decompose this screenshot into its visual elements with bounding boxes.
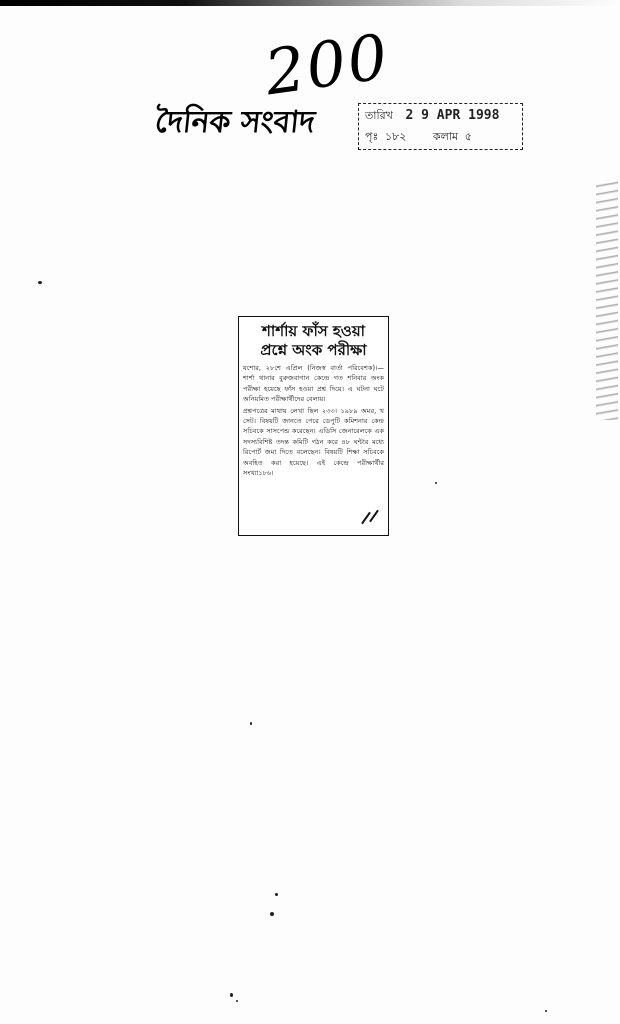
clipping-paragraph-1: যশোর, ২৮শে এপ্রিল (নিজস্ব বার্তা পরিবেশক)।— শার্শা থানার বুরুজবাগান কেন্দ্রে গত শনিবার অংক পরীক্ষা হয়েছে ফাঁস হওয়া প্রশ্ন দিয়ে। এ ঘটনা ঘটে অনিয়মিত পরীক্ষার্থীদের বেলায়। [243, 364, 384, 404]
newspaper-masthead: দৈনিক সংবাদ [153, 105, 317, 140]
headline-line-2: প্রশ্নে অংক পরীক্ষা [260, 341, 367, 359]
handwritten-archive-number: 200 [260, 19, 394, 110]
archive-stamp [358, 103, 523, 150]
clipping-headline [243, 322, 384, 360]
scan-speck [236, 1000, 238, 1002]
scan-speck [545, 1010, 547, 1012]
pen-slash-mark [361, 512, 371, 525]
stamp-page-label: পৃঃ [365, 130, 379, 143]
scan-edge-noise [596, 180, 618, 420]
scan-speck [38, 281, 42, 284]
scan-speck [275, 893, 278, 896]
news-clipping [238, 316, 389, 536]
stamp-page-row [365, 128, 472, 147]
scan-top-edge [0, 0, 620, 6]
stamp-page-value: ১৮২ [384, 130, 407, 143]
stamp-date-row [365, 107, 499, 126]
scan-speck [250, 722, 252, 725]
pen-slash-mark [369, 510, 379, 523]
scan-speck [435, 482, 437, 484]
stamp-column-label: কলাম [432, 130, 459, 143]
stamp-date-label: তারিখ [365, 109, 393, 122]
clipping-paragraph-2: প্রশ্নপত্রের মাথায় লেখা ছিল ২৩৩। ১৯৮৯ অমর, খ সেট। বিষয়টি জানতে পেরে ডেপুটি কমিশনার কেন্দ্র সচিবকে সাসপেন্ড করেছেন। এডিসি জেনারেলকে এক সদস্যবিশিষ্ট তদন্ত কমিটি গঠন করে ৪৮ ঘন্টার মধ্যে রিপোর্ট জমা দিতে বলেছেন। বিষয়টি শিক্ষা সচিবকে অবহিত করা হয়েছে। এই কেন্দ্রে পরীক্ষার্থীর সংখ্যা১৮৬। [243, 406, 384, 478]
stamp-date-value: 2 9 APR 1998 [405, 108, 500, 123]
stamp-column-value: ৫ [464, 130, 472, 143]
scan-speck [270, 912, 274, 916]
scan-speck [230, 993, 233, 997]
headline-line-1: শার্শায় ফাঁস হওয়া [261, 322, 366, 340]
